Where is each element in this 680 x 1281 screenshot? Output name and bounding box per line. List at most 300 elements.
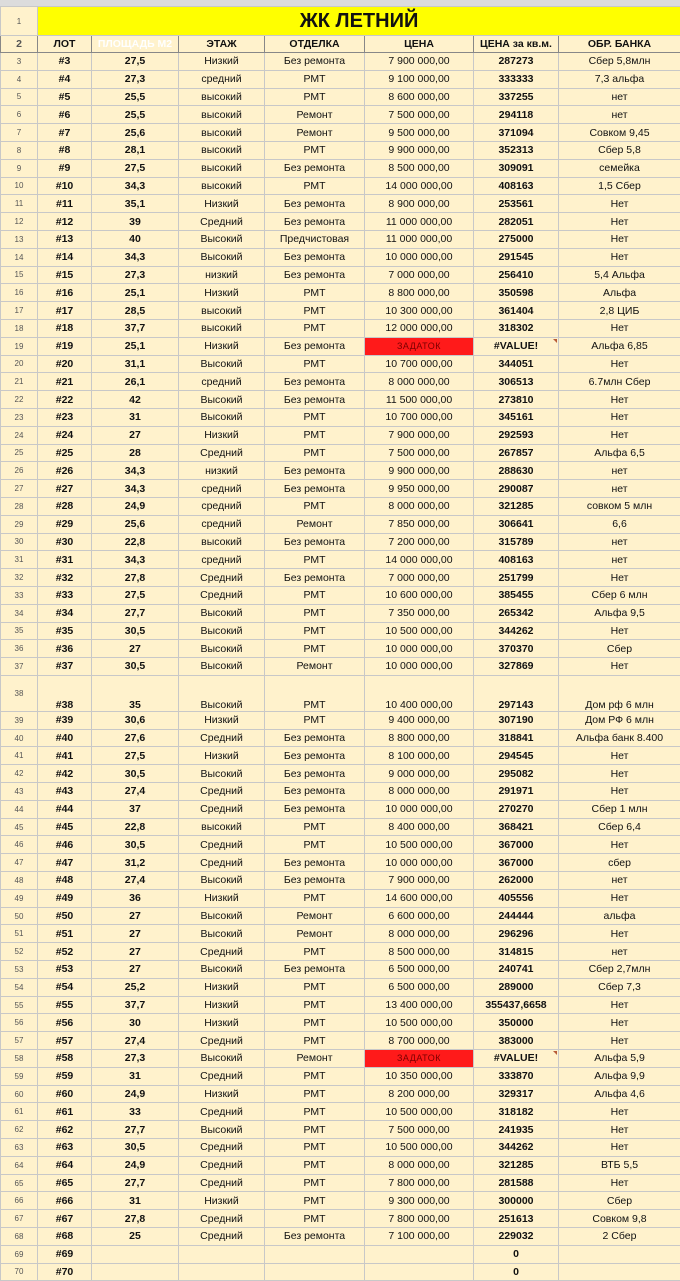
bank-cell[interactable]: Нет: [559, 836, 680, 854]
area-cell[interactable]: 26,1: [92, 373, 179, 391]
finish-cell[interactable]: РМТ: [265, 675, 365, 711]
row-number[interactable]: 22: [1, 391, 38, 409]
price-per-m2-cell[interactable]: 405556: [474, 889, 559, 907]
finish-cell[interactable]: РМТ: [265, 426, 365, 444]
area-cell[interactable]: 30,5: [92, 622, 179, 640]
bank-cell[interactable]: Сбер 5,8: [559, 141, 680, 159]
floor-cell[interactable]: высокий: [179, 106, 265, 124]
lot-cell[interactable]: #50: [38, 907, 92, 925]
floor-cell[interactable]: Средний: [179, 1210, 265, 1228]
lot-cell[interactable]: #31: [38, 551, 92, 569]
row-number[interactable]: 45: [1, 818, 38, 836]
floor-cell[interactable]: Низкий: [179, 1192, 265, 1210]
lot-cell[interactable]: #70: [38, 1263, 92, 1281]
row-number[interactable]: 39: [1, 711, 38, 729]
row-number[interactable]: 24: [1, 426, 38, 444]
row-number[interactable]: 31: [1, 551, 38, 569]
price-per-m2-cell[interactable]: 270270: [474, 800, 559, 818]
header-finish[interactable]: ОТДЕЛКА: [265, 36, 365, 53]
price-cell[interactable]: 7 900 000,00: [365, 872, 474, 890]
lot-cell[interactable]: #11: [38, 195, 92, 213]
price-per-m2-cell[interactable]: 337255: [474, 88, 559, 106]
finish-cell[interactable]: Без ремонта: [265, 765, 365, 783]
area-cell[interactable]: 34,3: [92, 462, 179, 480]
price-cell[interactable]: 10 600 000,00: [365, 586, 474, 604]
bank-cell[interactable]: Альфа банк 8.400: [559, 729, 680, 747]
finish-cell[interactable]: РМТ: [265, 1085, 365, 1103]
floor-cell[interactable]: Высокий: [179, 391, 265, 409]
price-cell[interactable]: 10 500 000,00: [365, 1103, 474, 1121]
lot-cell[interactable]: #65: [38, 1174, 92, 1192]
finish-cell[interactable]: Без ремонта: [265, 53, 365, 71]
row-number[interactable]: 27: [1, 480, 38, 498]
bank-cell[interactable]: Альфа 6,85: [559, 337, 680, 355]
row-number[interactable]: 58: [1, 1050, 38, 1068]
finish-cell[interactable]: РМТ: [265, 711, 365, 729]
area-cell[interactable]: 34,3: [92, 177, 179, 195]
finish-cell[interactable]: Ремонт: [265, 106, 365, 124]
bank-cell[interactable]: Сбер: [559, 1192, 680, 1210]
floor-cell[interactable]: высокий: [179, 818, 265, 836]
floor-cell[interactable]: Низкий: [179, 1085, 265, 1103]
area-cell[interactable]: 25,6: [92, 515, 179, 533]
lot-cell[interactable]: #16: [38, 284, 92, 302]
row-number[interactable]: 14: [1, 248, 38, 266]
floor-cell[interactable]: Средний: [179, 1103, 265, 1121]
area-cell[interactable]: 31,1: [92, 355, 179, 373]
price-per-m2-cell[interactable]: 361404: [474, 302, 559, 320]
lot-cell[interactable]: #38: [38, 675, 92, 711]
price-cell[interactable]: 8 500 000,00: [365, 943, 474, 961]
finish-cell[interactable]: Без ремонта: [265, 729, 365, 747]
bank-cell[interactable]: сбер: [559, 854, 680, 872]
row-number[interactable]: 55: [1, 996, 38, 1014]
bank-cell[interactable]: Нет: [559, 1139, 680, 1157]
finish-cell[interactable]: РМТ: [265, 1139, 365, 1157]
finish-cell[interactable]: Без ремонта: [265, 195, 365, 213]
bank-cell[interactable]: Нет: [559, 783, 680, 801]
floor-cell[interactable]: Средний: [179, 729, 265, 747]
floor-cell[interactable]: Средний: [179, 1067, 265, 1085]
floor-cell[interactable]: Средний: [179, 800, 265, 818]
area-cell[interactable]: 37: [92, 800, 179, 818]
price-per-m2-cell[interactable]: 367000: [474, 836, 559, 854]
floor-cell[interactable]: Низкий: [179, 996, 265, 1014]
floor-cell[interactable]: высокий: [179, 124, 265, 142]
price-cell[interactable]: 7 900 000,00: [365, 426, 474, 444]
area-cell[interactable]: 27,8: [92, 1210, 179, 1228]
price-per-m2-cell[interactable]: 300000: [474, 1192, 559, 1210]
area-cell[interactable]: 40: [92, 230, 179, 248]
area-cell[interactable]: 27: [92, 925, 179, 943]
price-per-m2-cell[interactable]: 306641: [474, 515, 559, 533]
price-cell[interactable]: 8 900 000,00: [365, 195, 474, 213]
finish-cell[interactable]: РМТ: [265, 586, 365, 604]
row-number[interactable]: 60: [1, 1085, 38, 1103]
finish-cell[interactable]: РМТ: [265, 978, 365, 996]
finish-cell[interactable]: РМТ: [265, 497, 365, 515]
price-cell[interactable]: 8 500 000,00: [365, 159, 474, 177]
lot-cell[interactable]: #17: [38, 302, 92, 320]
finish-cell[interactable]: РМТ: [265, 302, 365, 320]
area-cell[interactable]: 27: [92, 640, 179, 658]
price-cell[interactable]: 7 100 000,00: [365, 1228, 474, 1246]
floor-cell[interactable]: Высокий: [179, 248, 265, 266]
area-cell[interactable]: [92, 1245, 179, 1263]
header-area[interactable]: ПЛОЩАДЬ М2: [92, 36, 179, 53]
price-per-m2-cell[interactable]: 306513: [474, 373, 559, 391]
finish-cell[interactable]: РМТ: [265, 284, 365, 302]
price-cell[interactable]: 10 000 000,00: [365, 248, 474, 266]
finish-cell[interactable]: РМТ: [265, 1192, 365, 1210]
price-cell[interactable]: 9 900 000,00: [365, 141, 474, 159]
price-per-m2-cell[interactable]: 350598: [474, 284, 559, 302]
area-cell[interactable]: 27: [92, 907, 179, 925]
price-cell[interactable]: 7 800 000,00: [365, 1210, 474, 1228]
row-number[interactable]: 32: [1, 569, 38, 587]
bank-cell[interactable]: Нет: [559, 1121, 680, 1139]
row-number[interactable]: 7: [1, 124, 38, 142]
bank-cell[interactable]: [559, 1263, 680, 1281]
lot-cell[interactable]: #67: [38, 1210, 92, 1228]
floor-cell[interactable]: Низкий: [179, 284, 265, 302]
lot-cell[interactable]: #3: [38, 53, 92, 71]
area-cell[interactable]: 27,5: [92, 53, 179, 71]
floor-cell[interactable]: Высокий: [179, 961, 265, 979]
price-cell[interactable]: 14 000 000,00: [365, 551, 474, 569]
price-cell[interactable]: 10 500 000,00: [365, 836, 474, 854]
price-cell[interactable]: 6 500 000,00: [365, 978, 474, 996]
finish-cell[interactable]: РМТ: [265, 444, 365, 462]
finish-cell[interactable]: Без ремонта: [265, 462, 365, 480]
lot-cell[interactable]: #29: [38, 515, 92, 533]
floor-cell[interactable]: Средний: [179, 213, 265, 231]
floor-cell[interactable]: Высокий: [179, 925, 265, 943]
lot-cell[interactable]: #45: [38, 818, 92, 836]
price-cell[interactable]: 7 000 000,00: [365, 569, 474, 587]
bank-cell[interactable]: Нет: [559, 391, 680, 409]
lot-cell[interactable]: #37: [38, 658, 92, 676]
price-cell[interactable]: 8 000 000,00: [365, 1156, 474, 1174]
price-cell[interactable]: 10 500 000,00: [365, 1139, 474, 1157]
bank-cell[interactable]: Сбер 7,3: [559, 978, 680, 996]
area-cell[interactable]: 27,3: [92, 266, 179, 284]
header-price[interactable]: ЦЕНА: [365, 36, 474, 53]
price-per-m2-cell[interactable]: 295082: [474, 765, 559, 783]
lot-cell[interactable]: #12: [38, 213, 92, 231]
floor-cell[interactable]: Низкий: [179, 53, 265, 71]
price-cell[interactable]: 7 900 000,00: [365, 53, 474, 71]
lot-cell[interactable]: #56: [38, 1014, 92, 1032]
price-cell[interactable]: 8 800 000,00: [365, 284, 474, 302]
area-cell[interactable]: 27,5: [92, 159, 179, 177]
row-number[interactable]: 43: [1, 783, 38, 801]
area-cell[interactable]: 36: [92, 889, 179, 907]
price-cell[interactable]: 13 400 000,00: [365, 996, 474, 1014]
row-number[interactable]: 38: [1, 675, 38, 711]
floor-cell[interactable]: высокий: [179, 533, 265, 551]
finish-cell[interactable]: Предчистовая: [265, 230, 365, 248]
price-cell[interactable]: 7 850 000,00: [365, 515, 474, 533]
floor-cell[interactable]: средний: [179, 551, 265, 569]
row-number[interactable]: 15: [1, 266, 38, 284]
lot-cell[interactable]: #63: [38, 1139, 92, 1157]
bank-cell[interactable]: Альфа 5,9: [559, 1050, 680, 1068]
floor-cell[interactable]: Высокий: [179, 675, 265, 711]
price-per-m2-cell[interactable]: 344262: [474, 622, 559, 640]
price-cell[interactable]: 11 000 000,00: [365, 230, 474, 248]
bank-cell[interactable]: нет: [559, 106, 680, 124]
row-number[interactable]: 21: [1, 373, 38, 391]
bank-cell[interactable]: Альфа 9,9: [559, 1067, 680, 1085]
floor-cell[interactable]: высокий: [179, 302, 265, 320]
lot-cell[interactable]: #24: [38, 426, 92, 444]
row-number[interactable]: 41: [1, 747, 38, 765]
row-number[interactable]: 63: [1, 1139, 38, 1157]
floor-cell[interactable]: высокий: [179, 177, 265, 195]
bank-cell[interactable]: нет: [559, 88, 680, 106]
price-cell[interactable]: 7 500 000,00: [365, 444, 474, 462]
lot-cell[interactable]: #55: [38, 996, 92, 1014]
bank-cell[interactable]: [559, 1245, 680, 1263]
floor-cell[interactable]: Средний: [179, 1139, 265, 1157]
floor-cell[interactable]: средний: [179, 497, 265, 515]
finish-cell[interactable]: Без ремонта: [265, 373, 365, 391]
lot-cell[interactable]: #48: [38, 872, 92, 890]
finish-cell[interactable]: Без ремонта: [265, 533, 365, 551]
floor-cell[interactable]: [179, 1245, 265, 1263]
price-cell[interactable]: 10 000 000,00: [365, 658, 474, 676]
area-cell[interactable]: 33: [92, 1103, 179, 1121]
row-number[interactable]: 64: [1, 1156, 38, 1174]
finish-cell[interactable]: Ремонт: [265, 925, 365, 943]
price-per-m2-cell[interactable]: 289000: [474, 978, 559, 996]
row-number[interactable]: 44: [1, 800, 38, 818]
price-per-m2-cell[interactable]: 256410: [474, 266, 559, 284]
bank-cell[interactable]: 7,3 альфа: [559, 70, 680, 88]
row-number[interactable]: 11: [1, 195, 38, 213]
floor-cell[interactable]: Средний: [179, 1228, 265, 1246]
lot-cell[interactable]: #49: [38, 889, 92, 907]
lot-cell[interactable]: #51: [38, 925, 92, 943]
row-number[interactable]: 9: [1, 159, 38, 177]
price-cell[interactable]: 10 350 000,00: [365, 1067, 474, 1085]
price-per-m2-cell[interactable]: 318841: [474, 729, 559, 747]
area-cell[interactable]: 27,3: [92, 70, 179, 88]
floor-cell[interactable]: средний: [179, 70, 265, 88]
price-cell[interactable]: 10 300 000,00: [365, 302, 474, 320]
area-cell[interactable]: 31: [92, 1192, 179, 1210]
floor-cell[interactable]: высокий: [179, 319, 265, 337]
lot-cell[interactable]: #33: [38, 586, 92, 604]
row-number[interactable]: 65: [1, 1174, 38, 1192]
finish-cell[interactable]: РМТ: [265, 1032, 365, 1050]
lot-cell[interactable]: #42: [38, 765, 92, 783]
floor-cell[interactable]: Средний: [179, 569, 265, 587]
bank-cell[interactable]: Сбер 6 млн: [559, 586, 680, 604]
price-per-m2-cell[interactable]: 273810: [474, 391, 559, 409]
floor-cell[interactable]: Высокий: [179, 907, 265, 925]
area-cell[interactable]: 27,8: [92, 569, 179, 587]
bank-cell[interactable]: Нет: [559, 355, 680, 373]
row-number[interactable]: 54: [1, 978, 38, 996]
price-cell[interactable]: 11 500 000,00: [365, 391, 474, 409]
price-cell[interactable]: 10 500 000,00: [365, 1014, 474, 1032]
bank-cell[interactable]: 2 Сбер: [559, 1228, 680, 1246]
row-number[interactable]: 37: [1, 658, 38, 676]
floor-cell[interactable]: средний: [179, 480, 265, 498]
area-cell[interactable]: 35,1: [92, 195, 179, 213]
finish-cell[interactable]: РМТ: [265, 408, 365, 426]
area-cell[interactable]: 30,5: [92, 658, 179, 676]
bank-cell[interactable]: нет: [559, 533, 680, 551]
price-cell[interactable]: 10 700 000,00: [365, 355, 474, 373]
price-per-m2-cell[interactable]: 309091: [474, 159, 559, 177]
bank-cell[interactable]: альфа: [559, 907, 680, 925]
price-per-m2-cell[interactable]: 244444: [474, 907, 559, 925]
floor-cell[interactable]: Высокий: [179, 230, 265, 248]
floor-cell[interactable]: Высокий: [179, 604, 265, 622]
lot-cell[interactable]: #32: [38, 569, 92, 587]
lot-cell[interactable]: #5: [38, 88, 92, 106]
bank-cell[interactable]: Сбер 6,4: [559, 818, 680, 836]
row-number[interactable]: 26: [1, 462, 38, 480]
price-per-m2-cell[interactable]: 408163: [474, 177, 559, 195]
floor-cell[interactable]: Высокий: [179, 1121, 265, 1139]
area-cell[interactable]: 27,7: [92, 1174, 179, 1192]
lot-cell[interactable]: #54: [38, 978, 92, 996]
lot-cell[interactable]: #58: [38, 1050, 92, 1068]
bank-cell[interactable]: нет: [559, 872, 680, 890]
row-number[interactable]: 4: [1, 70, 38, 88]
row-number[interactable]: 42: [1, 765, 38, 783]
floor-cell[interactable]: Высокий: [179, 640, 265, 658]
price-cell[interactable]: 7 200 000,00: [365, 533, 474, 551]
area-cell[interactable]: 30: [92, 1014, 179, 1032]
lot-cell[interactable]: #36: [38, 640, 92, 658]
bank-cell[interactable]: Альфа 9,5: [559, 604, 680, 622]
area-cell[interactable]: 24,9: [92, 497, 179, 515]
row-number[interactable]: 66: [1, 1192, 38, 1210]
finish-cell[interactable]: Без ремонта: [265, 337, 365, 355]
row-number[interactable]: 5: [1, 88, 38, 106]
area-cell[interactable]: 25,2: [92, 978, 179, 996]
floor-cell[interactable]: Низкий: [179, 426, 265, 444]
finish-cell[interactable]: РМТ: [265, 640, 365, 658]
lot-cell[interactable]: #23: [38, 408, 92, 426]
floor-cell[interactable]: Высокий: [179, 622, 265, 640]
area-cell[interactable]: 27,4: [92, 783, 179, 801]
price-cell[interactable]: 14 600 000,00: [365, 889, 474, 907]
row-number[interactable]: 18: [1, 319, 38, 337]
bank-cell[interactable]: 5,4 Альфа: [559, 266, 680, 284]
bank-cell[interactable]: Нет: [559, 213, 680, 231]
area-cell[interactable]: 34,3: [92, 551, 179, 569]
price-cell[interactable]: 9 950 000,00: [365, 480, 474, 498]
finish-cell[interactable]: Без ремонта: [265, 1228, 365, 1246]
bank-cell[interactable]: 1,5 Сбер: [559, 177, 680, 195]
row-number[interactable]: 69: [1, 1245, 38, 1263]
lot-cell[interactable]: #69: [38, 1245, 92, 1263]
price-per-m2-cell[interactable]: 288630: [474, 462, 559, 480]
price-per-m2-cell[interactable]: 345161: [474, 408, 559, 426]
finish-cell[interactable]: РМТ: [265, 1067, 365, 1085]
lot-cell[interactable]: #62: [38, 1121, 92, 1139]
row-number[interactable]: 36: [1, 640, 38, 658]
floor-cell[interactable]: Средний: [179, 1156, 265, 1174]
price-per-m2-cell[interactable]: 329317: [474, 1085, 559, 1103]
finish-cell[interactable]: Ремонт: [265, 1050, 365, 1068]
bank-cell[interactable]: Нет: [559, 622, 680, 640]
price-per-m2-cell[interactable]: 296296: [474, 925, 559, 943]
price-cell[interactable]: [365, 1245, 474, 1263]
lot-cell[interactable]: #10: [38, 177, 92, 195]
lot-cell[interactable]: #21: [38, 373, 92, 391]
floor-cell[interactable]: низкий: [179, 462, 265, 480]
price-per-m2-cell[interactable]: 282051: [474, 213, 559, 231]
finish-cell[interactable]: РМТ: [265, 622, 365, 640]
area-cell[interactable]: 27,3: [92, 1050, 179, 1068]
header-floor[interactable]: ЭТАЖ: [179, 36, 265, 53]
price-per-m2-cell[interactable]: 291545: [474, 248, 559, 266]
price-cell[interactable]: 8 700 000,00: [365, 1032, 474, 1050]
row-number[interactable]: 62: [1, 1121, 38, 1139]
lot-cell[interactable]: #13: [38, 230, 92, 248]
bank-cell[interactable]: Сбер: [559, 640, 680, 658]
price-per-m2-cell[interactable]: 408163: [474, 551, 559, 569]
price-cell[interactable]: 14 000 000,00: [365, 177, 474, 195]
bank-cell[interactable]: Сбер 5,8млн: [559, 53, 680, 71]
price-per-m2-cell[interactable]: 321285: [474, 497, 559, 515]
bank-cell[interactable]: 6,6: [559, 515, 680, 533]
lot-cell[interactable]: #44: [38, 800, 92, 818]
lot-cell[interactable]: #53: [38, 961, 92, 979]
area-cell[interactable]: 27,7: [92, 1121, 179, 1139]
price-cell[interactable]: 6 600 000,00: [365, 907, 474, 925]
finish-cell[interactable]: [265, 1245, 365, 1263]
price-per-m2-cell[interactable]: 371094: [474, 124, 559, 142]
area-cell[interactable]: 25,5: [92, 106, 179, 124]
price-cell[interactable]: 8 400 000,00: [365, 818, 474, 836]
area-cell[interactable]: 30,5: [92, 836, 179, 854]
bank-cell[interactable]: совком 5 млн: [559, 497, 680, 515]
floor-cell[interactable]: Низкий: [179, 1014, 265, 1032]
row-number[interactable]: 50: [1, 907, 38, 925]
price-per-m2-cell[interactable]: 0: [474, 1263, 559, 1281]
area-cell[interactable]: 28,1: [92, 141, 179, 159]
lot-cell[interactable]: #18: [38, 319, 92, 337]
lot-cell[interactable]: #7: [38, 124, 92, 142]
bank-cell[interactable]: нет: [559, 480, 680, 498]
finish-cell[interactable]: РМТ: [265, 836, 365, 854]
lot-cell[interactable]: #43: [38, 783, 92, 801]
bank-cell[interactable]: Нет: [559, 569, 680, 587]
bank-cell[interactable]: Совком 9,8: [559, 1210, 680, 1228]
row-number[interactable]: 12: [1, 213, 38, 231]
price-per-m2-cell[interactable]: 314815: [474, 943, 559, 961]
price-per-m2-cell[interactable]: 251799: [474, 569, 559, 587]
floor-cell[interactable]: Низкий: [179, 978, 265, 996]
lot-cell[interactable]: #47: [38, 854, 92, 872]
area-cell[interactable]: [92, 1263, 179, 1281]
bank-cell[interactable]: Альфа: [559, 284, 680, 302]
price-cell[interactable]: 8 100 000,00: [365, 747, 474, 765]
area-cell[interactable]: 27: [92, 943, 179, 961]
row-number[interactable]: 6: [1, 106, 38, 124]
row-number[interactable]: 8: [1, 141, 38, 159]
floor-cell[interactable]: Средний: [179, 1032, 265, 1050]
price-per-m2-cell[interactable]: 287273: [474, 53, 559, 71]
